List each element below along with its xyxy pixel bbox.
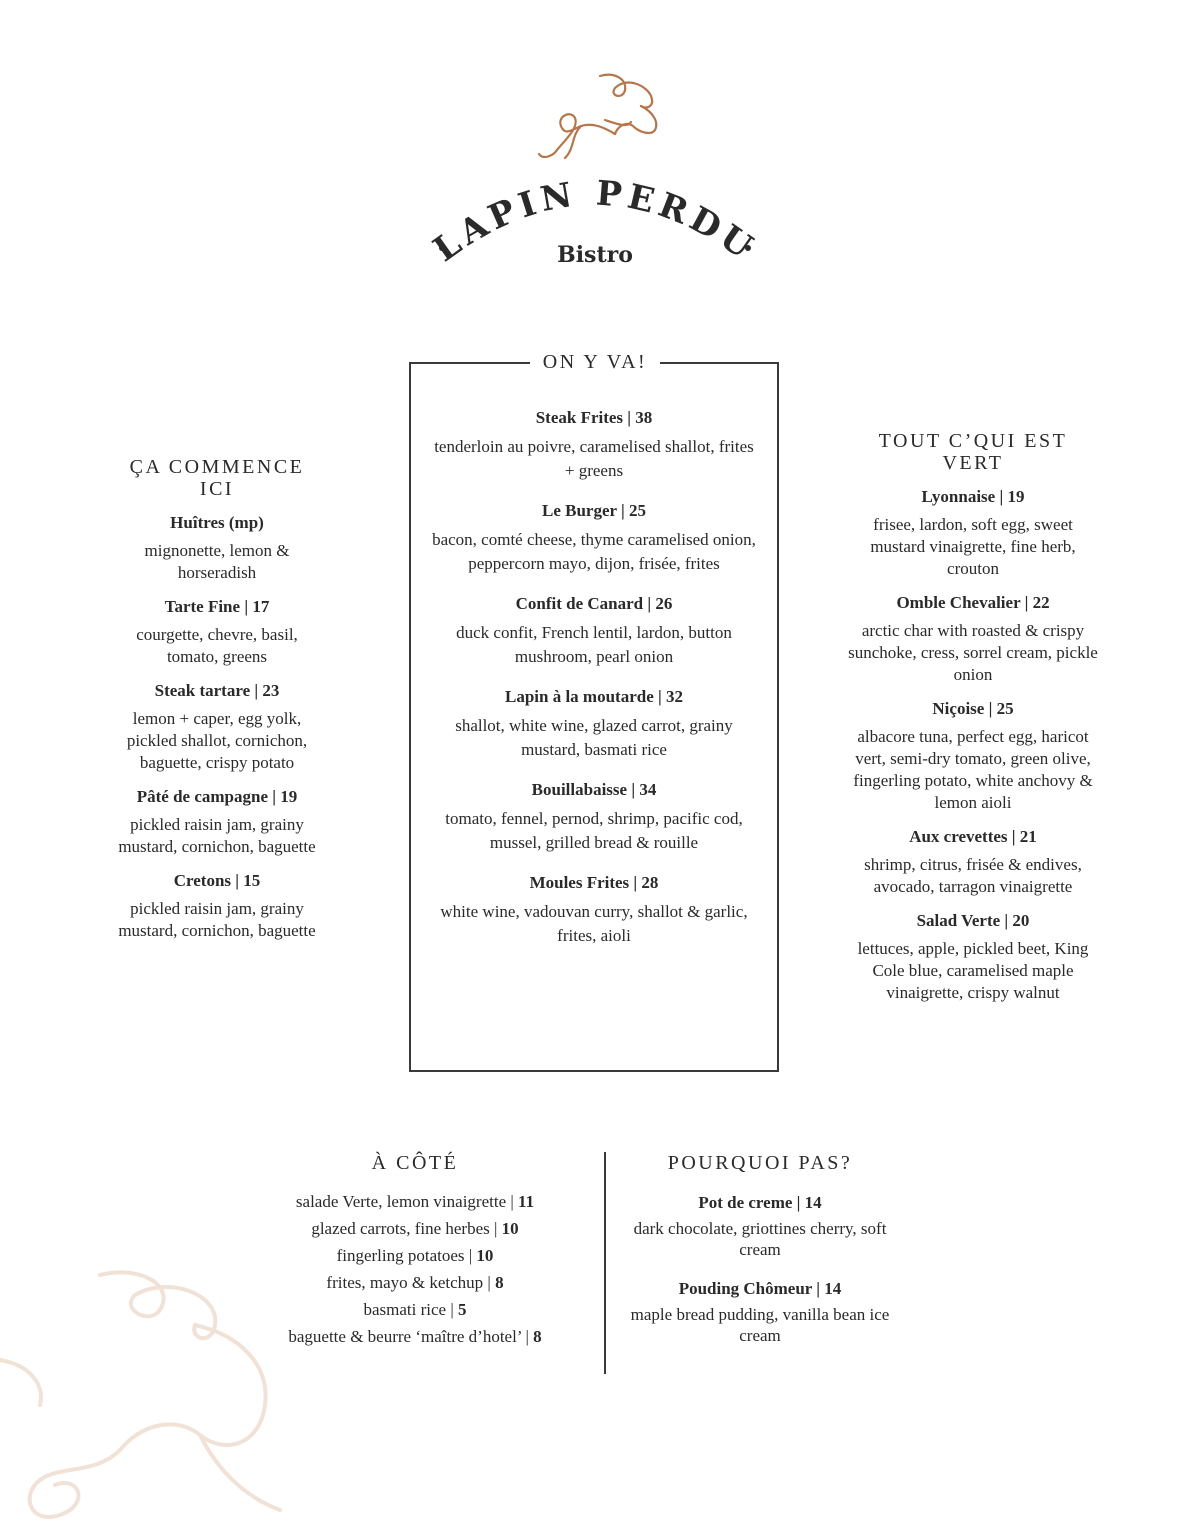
price-separator: | xyxy=(629,873,642,892)
section-title: POURQUOI PAS? xyxy=(667,1152,853,1174)
menu-item-description: maple bread pudding, vanilla bean ice cream xyxy=(630,1305,890,1345)
item-name-text: Omble Chevalier xyxy=(896,593,1021,612)
menu-item-description: frisee, lardon, soft egg, sweet mustard vinaigrette, fine herb, crouton xyxy=(870,515,1076,578)
menu-item xyxy=(430,407,758,483)
brand-name: LAPIN PERDU xyxy=(426,173,764,270)
menu-item-name xyxy=(430,779,758,801)
item-price: 26 xyxy=(655,594,673,613)
menu-item-name xyxy=(112,512,322,534)
menu-item xyxy=(430,779,758,855)
item-name-text: Pâté de campagne xyxy=(136,787,268,806)
menu-item-description: pickled raisin jam, grainy mustard, cornichon, baguette xyxy=(118,899,316,940)
item-price: 38 xyxy=(635,408,653,427)
item-price: 25 xyxy=(996,699,1014,718)
menu-item xyxy=(112,680,322,774)
item-price: 17 xyxy=(252,597,270,616)
price-separator: | xyxy=(489,1219,502,1238)
price-separator: | xyxy=(653,687,667,706)
brand-subtitle: Bistro xyxy=(557,242,633,268)
menu-item-name xyxy=(848,592,1098,614)
menu-item-name xyxy=(112,680,322,702)
item-price: 14 xyxy=(804,1193,822,1212)
item-name-text: Cretons xyxy=(173,871,232,890)
menu-item-description: lettuces, apple, pickled beet, King Cole blue, caramelised maple vinaigrette, crispy walnut xyxy=(857,939,1089,1002)
menu-item xyxy=(630,1192,890,1260)
menu-item-description: dark chocolate, griottines cherry, soft cream xyxy=(633,1219,887,1259)
price-separator: | xyxy=(268,787,281,806)
menu-item-name xyxy=(630,1192,890,1214)
menu-item-name xyxy=(630,1278,890,1300)
dessert-section xyxy=(630,1152,890,1364)
menu-item xyxy=(848,910,1098,1004)
side-item-name: basmati rice xyxy=(363,1300,447,1319)
menu-item xyxy=(430,686,758,762)
menu-item-description: white wine, vadouvan curry, shallot & garlic, frites, aioli xyxy=(440,902,748,945)
price-separator: | xyxy=(483,1273,496,1292)
menu-item xyxy=(430,872,758,948)
item-name-text: Niçoise xyxy=(932,699,985,718)
rabbit-logo-icon xyxy=(535,70,665,165)
price-separator: | xyxy=(812,1279,825,1298)
menu-item-description: lemon + caper, egg yolk, pickled shallot, cornichon, baguette, crispy potato xyxy=(126,709,308,772)
menu-item-description: duck confit, French lentil, lardon, button mushroom, pearl onion xyxy=(456,623,732,666)
item-price: 32 xyxy=(666,687,684,706)
price-separator: | xyxy=(250,681,263,700)
greens-section xyxy=(848,430,1098,1016)
item-name-text: Huîtres (mp) xyxy=(170,513,264,532)
menu-item-name xyxy=(848,486,1098,508)
menu-item xyxy=(848,592,1098,686)
price-separator: | xyxy=(464,1246,477,1265)
price-separator: | xyxy=(984,699,997,718)
menu-item-name xyxy=(848,698,1098,720)
price-separator: | xyxy=(1007,827,1020,846)
price-separator: | xyxy=(623,408,636,427)
menu-item-name xyxy=(430,500,758,522)
menu-item-name xyxy=(848,826,1098,848)
item-price: 14 xyxy=(824,1279,842,1298)
item-price: 15 xyxy=(243,871,261,890)
item-name-text: Confit de Canard xyxy=(515,594,644,613)
price-separator: | xyxy=(240,597,253,616)
menu-item-description: tenderloin au poivre, caramelised shallot, frites + greens xyxy=(434,437,754,480)
price-separator: | xyxy=(231,871,244,890)
item-name-text: Lapin à la moutarde xyxy=(504,687,654,706)
section-title: TOUT C’QUI EST VERT xyxy=(878,430,1068,474)
menu-item-description: shrimp, citrus, frisée & endives, avocado, tarragon vinaigrette xyxy=(864,855,1082,896)
item-name-text: Pouding Chômeur xyxy=(678,1279,813,1298)
section-title-mains: ON Y VA! xyxy=(530,350,660,374)
side-item-name: salade Verte, lemon vinaigrette xyxy=(295,1192,507,1211)
item-name-text: Aux crevettes xyxy=(909,827,1008,846)
side-item-price: 8 xyxy=(533,1327,542,1346)
section-title: À CÔTÉ xyxy=(371,1152,459,1174)
menu-item xyxy=(848,698,1098,814)
item-name-text: Salad Verte xyxy=(916,911,1001,930)
menu-item-name xyxy=(112,870,322,892)
sides-section xyxy=(240,1152,590,1350)
side-item-name: baguette & beurre ‘maître d’hotel’ xyxy=(288,1327,522,1346)
menu-item-name xyxy=(430,593,758,615)
side-item-name: glazed carrots, fine herbes xyxy=(311,1219,490,1238)
mains-section xyxy=(430,407,758,965)
price-separator: | xyxy=(446,1300,458,1319)
menu-item xyxy=(112,512,322,584)
vertical-divider xyxy=(604,1152,606,1374)
price-separator: | xyxy=(995,487,1008,506)
menu-item xyxy=(848,486,1098,580)
item-price: 19 xyxy=(1007,487,1025,506)
menu-item-name xyxy=(430,686,758,708)
side-item xyxy=(240,1269,590,1296)
price-separator: | xyxy=(521,1327,534,1346)
item-name-text: Tarte Fine xyxy=(164,597,241,616)
side-item-price: 10 xyxy=(476,1246,494,1265)
starters-section xyxy=(112,456,322,954)
side-item xyxy=(240,1242,590,1269)
item-name-text: Pot de creme xyxy=(698,1193,793,1212)
menu-item-name xyxy=(430,872,758,894)
item-price: 21 xyxy=(1019,827,1037,846)
menu-item xyxy=(112,596,322,668)
item-name-text: Steak Frites xyxy=(535,408,624,427)
item-price: 20 xyxy=(1012,911,1030,930)
section-title: ÇA COMMENCE ICI xyxy=(129,456,305,500)
item-price: 19 xyxy=(280,787,298,806)
side-item xyxy=(240,1188,590,1215)
price-separator: | xyxy=(506,1192,519,1211)
price-separator: | xyxy=(1000,911,1013,930)
item-name-text: Le Burger xyxy=(541,501,617,520)
item-price: 23 xyxy=(262,681,280,700)
menu-item-description: courgette, chevre, basil, tomato, greens xyxy=(136,625,298,666)
menu-item-description: mignonette, lemon & horseradish xyxy=(144,541,290,582)
price-separator: | xyxy=(1020,593,1033,612)
price-separator: | xyxy=(616,501,629,520)
menu-item-name xyxy=(112,786,322,808)
menu-item-description: arctic char with roasted & crispy sunchoke, cress, sorrel cream, pickle onion xyxy=(848,621,1098,684)
item-price: 22 xyxy=(1032,593,1050,612)
item-name-text: Lyonnaise xyxy=(921,487,996,506)
menu-item xyxy=(430,500,758,576)
menu-item xyxy=(630,1278,890,1346)
side-item xyxy=(240,1215,590,1242)
price-separator: | xyxy=(627,780,640,799)
menu-item-name xyxy=(848,910,1098,932)
item-name-text: Bouillabaisse xyxy=(531,780,628,799)
menu-item-description: shallot, white wine, glazed carrot, grainy mustard, basmati rice xyxy=(455,716,733,759)
menu-item xyxy=(112,786,322,858)
side-item-price: 11 xyxy=(518,1192,535,1211)
menu-item-description: pickled raisin jam, grainy mustard, cornichon, baguette xyxy=(118,815,316,856)
menu-item-name xyxy=(430,407,758,429)
menu-item-name xyxy=(112,596,322,618)
item-price: 34 xyxy=(639,780,657,799)
side-item xyxy=(240,1296,590,1323)
item-name-text: Steak tartare xyxy=(154,681,251,700)
item-price: 28 xyxy=(641,873,659,892)
menu-item xyxy=(430,593,758,669)
price-separator: | xyxy=(643,594,656,613)
menu-item-description: bacon, comté cheese, thyme caramelised onion, peppercorn mayo, dijon, frisée, frites xyxy=(432,530,756,573)
side-item-price: 10 xyxy=(501,1219,519,1238)
side-item-price: 8 xyxy=(495,1273,504,1292)
item-name-text: Moules Frites xyxy=(529,873,630,892)
menu-item-description: tomato, fennel, pernod, shrimp, pacific cod, mussel, grilled bread & rouille xyxy=(445,809,743,852)
price-separator: | xyxy=(792,1193,805,1212)
item-price: 25 xyxy=(629,501,646,520)
side-item-name: fingerling potatoes xyxy=(336,1246,465,1265)
side-item-name: frites, mayo & ketchup xyxy=(326,1273,484,1292)
side-item xyxy=(240,1323,590,1350)
menu-item xyxy=(112,870,322,942)
menu-item-description: albacore tuna, perfect egg, haricot vert, semi-dry tomato, green olive, fingerling potato, white anchovy & lemon aioli xyxy=(853,727,1093,812)
menu-item xyxy=(848,826,1098,898)
side-item-price: 5 xyxy=(458,1300,467,1319)
